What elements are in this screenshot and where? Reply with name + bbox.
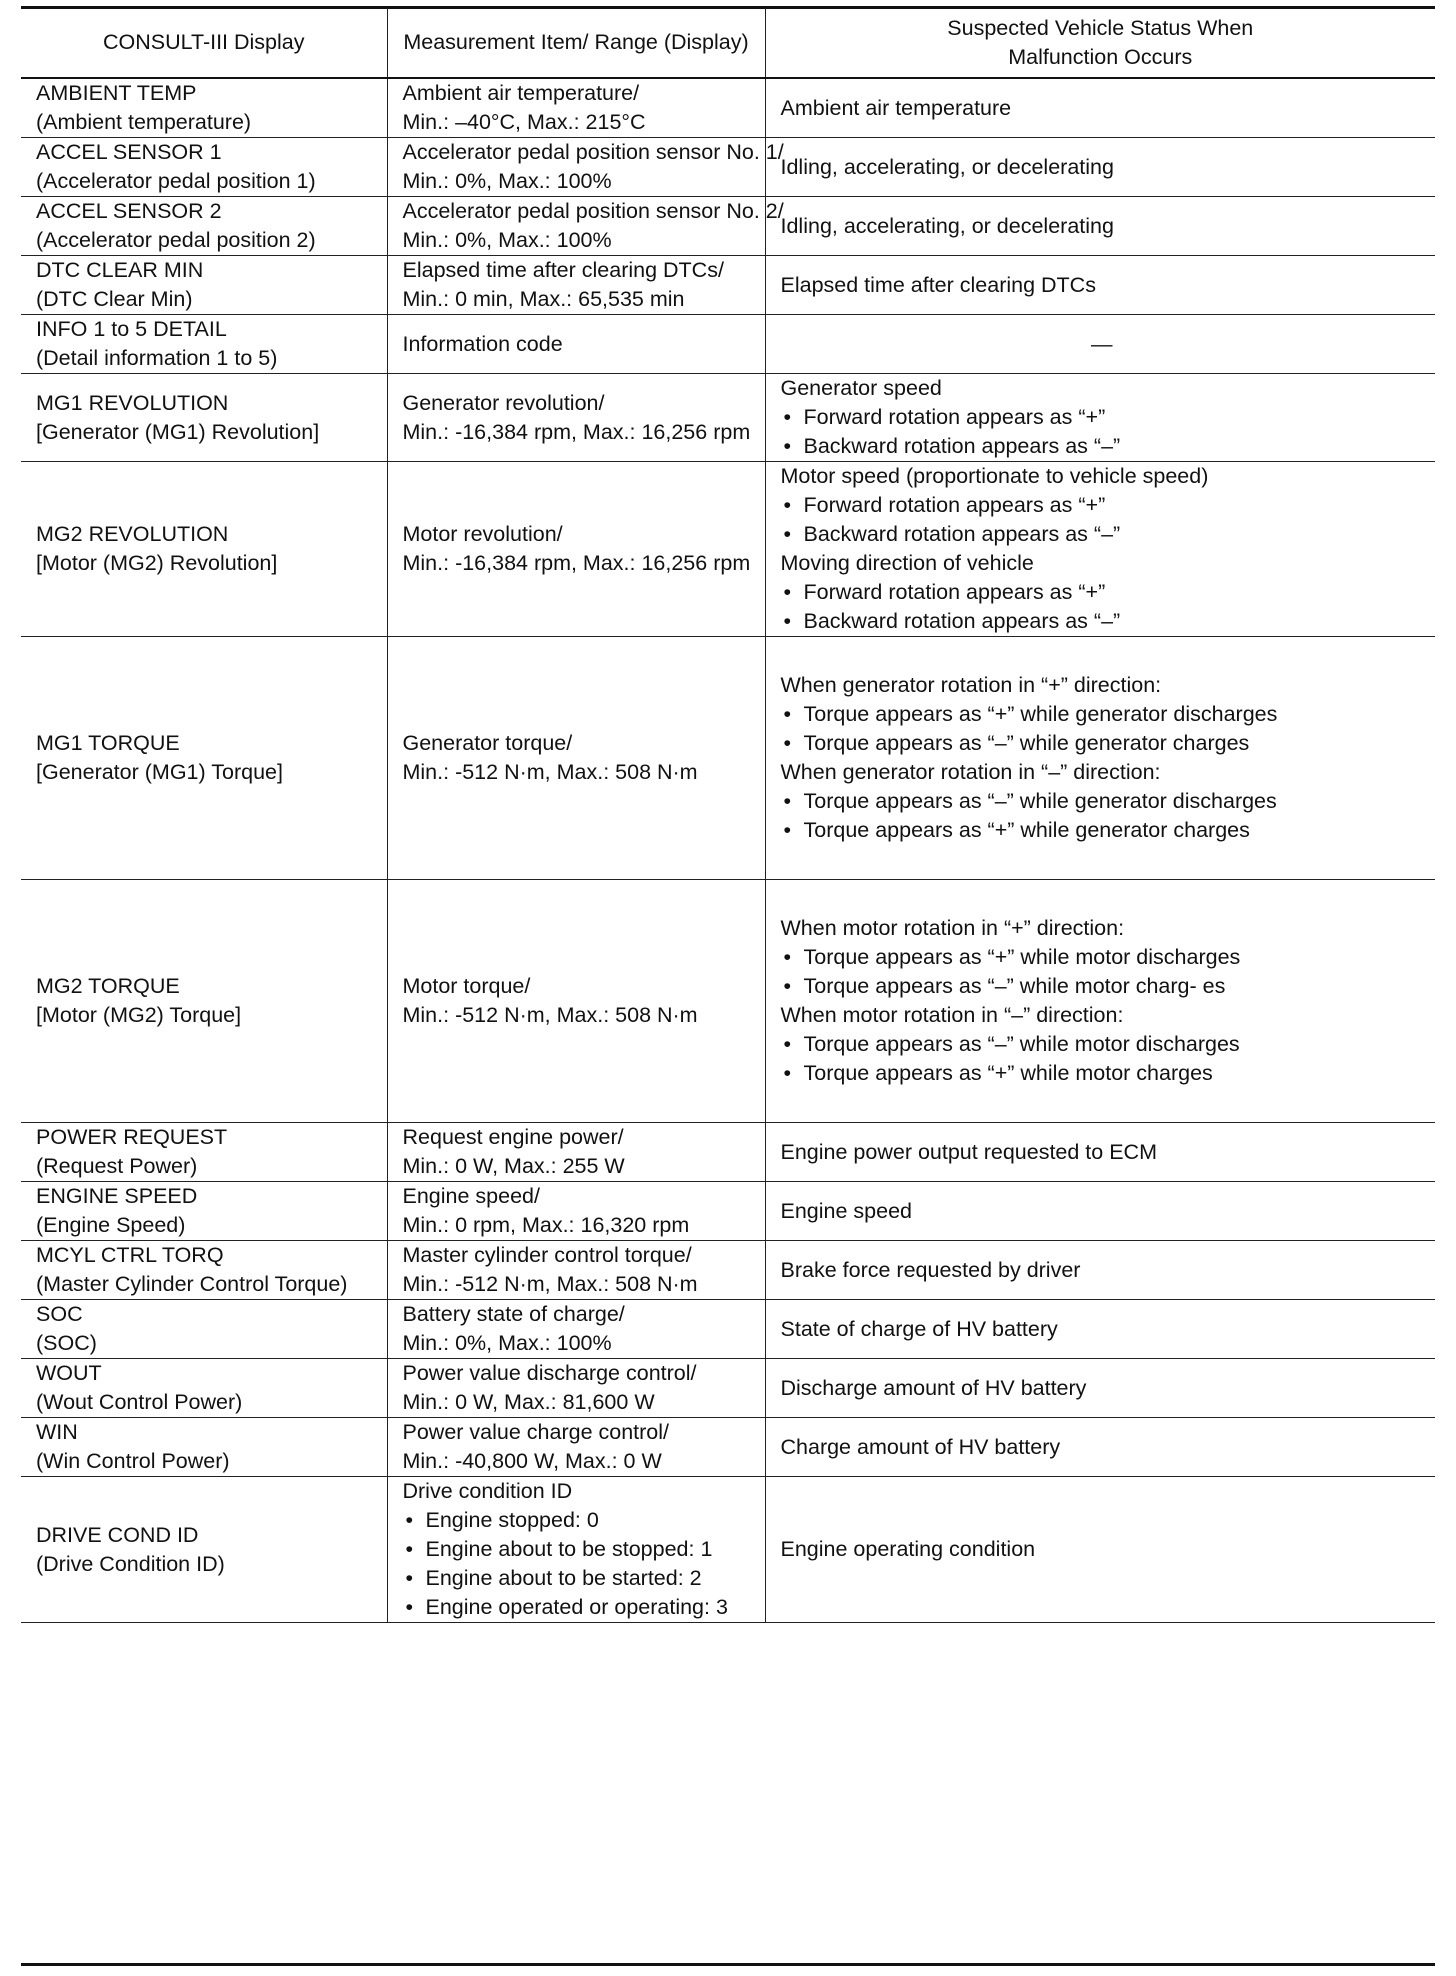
status-text: Discharge amount of HV battery	[780, 1375, 1087, 1400]
cell-consult-display	[21, 1359, 387, 1418]
status-bullet: • Torque appears as “–” while generator discharges	[781, 787, 1424, 816]
cell-measurement	[387, 374, 765, 462]
measurement-text: Min.: –40°C, Max.: 215°C	[402, 110, 646, 134]
table-header-row	[21, 8, 1435, 78]
measurement-bullet: • Engine about to be stopped: 1	[403, 1535, 753, 1564]
display-text: INFO 1 to 5 DETAIL	[36, 317, 227, 341]
table-row	[21, 1477, 1435, 1623]
cell-measurement	[387, 256, 765, 315]
cell-consult-display	[21, 315, 387, 374]
header-consult-display: CONSULT-III Display	[21, 8, 387, 78]
display-text: POWER REQUEST	[36, 1125, 228, 1149]
display-text: (Master Cylinder Control Torque)	[36, 1272, 348, 1296]
cell-suspected-status	[765, 1300, 1435, 1359]
measurement-bullet: • Engine operated or operating: 3	[403, 1593, 753, 1622]
status-bullet-list	[781, 943, 1424, 1001]
status-bullet-list	[781, 578, 1424, 636]
status-heading: Moving direction of vehicle	[780, 551, 1034, 575]
table-row	[21, 1241, 1435, 1300]
status-bullet-list	[781, 491, 1424, 549]
display-text: (Request Power)	[36, 1154, 198, 1178]
display-text: ENGINE SPEED	[36, 1184, 198, 1208]
status-bullet: • Forward rotation appears as “+”	[781, 403, 1424, 432]
cell-measurement	[387, 138, 784, 197]
cell-suspected-status	[765, 1418, 1435, 1477]
status-heading: Generator speed	[780, 376, 942, 400]
cell-measurement	[387, 1418, 765, 1477]
status-bullet: • Forward rotation appears as “+”	[781, 491, 1424, 520]
cell-suspected-status	[765, 1182, 1435, 1241]
display-text: MG2 TORQUE	[36, 974, 180, 998]
status-text: Charge amount of HV battery	[780, 1434, 1061, 1459]
status-text: Engine speed	[780, 1198, 912, 1223]
cell-measurement	[387, 78, 765, 138]
measurement-text: Accelerator pedal position sensor No. 1/	[402, 140, 784, 164]
status-heading: When generator rotation in “–” direction:	[780, 760, 1161, 784]
measurement-bullet-list	[403, 1506, 753, 1622]
measurement-text: Min.: -16,384 rpm, Max.: 16,256 rpm	[402, 419, 751, 444]
cell-measurement	[387, 637, 765, 880]
status-bullet: • Torque appears as “+” while motor discharges	[781, 943, 1424, 972]
table-row	[21, 1359, 1435, 1418]
display-text: (Win Control Power)	[36, 1449, 230, 1473]
cell-measurement	[387, 462, 765, 637]
status-text: State of charge of HV battery	[780, 1316, 1058, 1341]
display-text: ACCEL SENSOR 2	[36, 199, 222, 223]
cell-measurement	[387, 1477, 765, 1623]
cell-suspected-status	[765, 462, 1435, 637]
measurement-text: Min.: 0 W, Max.: 255 W	[402, 1154, 625, 1178]
cell-consult-display	[21, 637, 387, 880]
status-bullet: • Torque appears as “–” while motor discharges	[781, 1030, 1424, 1059]
display-text: (Accelerator pedal position 2)	[36, 228, 316, 252]
cell-measurement	[387, 1123, 765, 1182]
display-text: MG1 REVOLUTION	[36, 390, 229, 415]
display-text: AMBIENT TEMP	[36, 81, 197, 105]
measurement-text: Motor revolution/	[402, 522, 563, 546]
status-bullet: • Torque appears as “+” while motor charges	[781, 1059, 1424, 1088]
measurement-text: Power value discharge control/	[402, 1361, 697, 1385]
status-bullet: • Backward rotation appears as “–”	[781, 520, 1424, 549]
cell-measurement	[387, 315, 765, 374]
status-text: Idling, accelerating, or decelerating	[780, 213, 1114, 238]
status-bullet-list	[781, 700, 1424, 758]
measurement-text: Engine speed/	[402, 1184, 540, 1208]
display-text: (Wout Control Power)	[36, 1390, 243, 1414]
status-text: Engine power output requested to ECM	[780, 1139, 1157, 1164]
cell-consult-display	[21, 1477, 387, 1623]
cell-suspected-status	[765, 138, 1435, 197]
table-row	[21, 1418, 1435, 1477]
status-text: Engine operating condition	[780, 1537, 1036, 1561]
display-text: [Generator (MG1) Revolution]	[36, 419, 320, 444]
measurement-text: Power value charge control/	[402, 1420, 670, 1444]
display-text: WIN	[36, 1420, 78, 1444]
cell-consult-display	[21, 78, 387, 138]
table-bottom-rule	[21, 1963, 1435, 1966]
status-none-dash: —	[1091, 331, 1113, 356]
cell-measurement	[387, 197, 784, 256]
measurement-text: Min.: 0%, Max.: 100%	[402, 1331, 612, 1355]
cell-suspected-status	[765, 78, 1435, 138]
status-bullet: • Torque appears as “–” while motor charg- es	[781, 972, 1424, 1001]
display-text: (Detail information 1 to 5)	[36, 346, 278, 370]
measurement-text: Min.: 0 rpm, Max.: 16,320 rpm	[402, 1213, 690, 1237]
cell-consult-display	[21, 1300, 387, 1359]
display-text: MG2 REVOLUTION	[36, 522, 229, 546]
display-text: WOUT	[36, 1361, 102, 1385]
cell-consult-display	[21, 256, 387, 315]
table-row	[21, 462, 1435, 637]
table-row	[21, 1182, 1435, 1241]
header-suspected-status: Suspected Vehicle Status When Malfunction Occurs	[765, 8, 1435, 78]
status-heading: When motor rotation in “–” direction:	[780, 1003, 1124, 1027]
cell-suspected-status	[765, 315, 1435, 374]
cell-consult-display	[21, 1241, 387, 1300]
display-text: ACCEL SENSOR 1	[36, 140, 222, 164]
status-text: Idling, accelerating, or decelerating	[780, 154, 1114, 179]
display-text: DTC CLEAR MIN	[36, 258, 204, 282]
display-text: DRIVE COND ID	[36, 1522, 199, 1547]
cell-consult-display	[21, 197, 387, 256]
display-text: (Accelerator pedal position 1)	[36, 169, 316, 193]
measurement-text: Drive condition ID	[402, 1479, 573, 1503]
cell-suspected-status	[765, 1477, 1435, 1623]
cell-consult-display	[21, 138, 387, 197]
cell-consult-display	[21, 374, 387, 462]
status-heading: Motor speed (proportionate to vehicle speed)	[780, 464, 1209, 488]
cell-suspected-status	[765, 1241, 1435, 1300]
display-text: (Drive Condition ID)	[36, 1551, 225, 1576]
cell-suspected-status	[765, 637, 1435, 880]
cell-consult-display	[21, 1123, 387, 1182]
status-bullet-list	[781, 403, 1424, 461]
cell-suspected-status	[765, 256, 1435, 315]
measurement-text: Min.: -40,800 W, Max.: 0 W	[402, 1449, 662, 1473]
table-row	[21, 78, 1435, 138]
measurement-text: Min.: -512 N·m, Max.: 508 N·m	[402, 1272, 698, 1296]
status-bullet: • Backward rotation appears as “–”	[781, 607, 1424, 636]
display-text: (Ambient temperature)	[36, 110, 252, 134]
measurement-text: Generator revolution/	[402, 390, 605, 415]
status-bullet: • Forward rotation appears as “+”	[781, 578, 1424, 607]
table-row	[21, 315, 1435, 374]
table-row	[21, 374, 1435, 462]
status-heading: When motor rotation in “+” direction:	[780, 916, 1125, 940]
table-row	[21, 197, 1435, 256]
display-text: (DTC Clear Min)	[36, 287, 193, 311]
status-bullet-list	[781, 787, 1424, 845]
table-row	[21, 637, 1435, 880]
display-text: [Motor (MG2) Revolution]	[36, 551, 278, 575]
table-row	[21, 1300, 1435, 1359]
display-text: [Motor (MG2) Torque]	[36, 1003, 242, 1027]
measurement-text: Min.: 0%, Max.: 100%	[402, 228, 612, 252]
display-text: SOC	[36, 1302, 83, 1326]
cell-measurement	[387, 1359, 765, 1418]
cell-suspected-status	[765, 197, 1435, 256]
cell-measurement	[387, 1241, 765, 1300]
cell-consult-display	[21, 1182, 387, 1241]
table-row	[21, 138, 1435, 197]
cell-suspected-status	[765, 374, 1435, 462]
status-text: Elapsed time after clearing DTCs	[780, 272, 1096, 297]
measurement-text: Ambient air temperature/	[402, 81, 640, 105]
measurement-text: Battery state of charge/	[402, 1302, 625, 1326]
cell-consult-display	[21, 880, 387, 1123]
display-text: (SOC)	[36, 1331, 97, 1355]
measurement-text: Information code	[402, 331, 563, 356]
consult-data-table	[21, 8, 1435, 1623]
measurement-text: Min.: -16,384 rpm, Max.: 16,256 rpm	[402, 551, 751, 575]
status-heading: When generator rotation in “+” direction:	[780, 673, 1162, 697]
measurement-text: Min.: 0 W, Max.: 81,600 W	[402, 1390, 655, 1414]
measurement-text: Motor torque/	[402, 974, 531, 998]
table-row	[21, 256, 1435, 315]
display-text: (Engine Speed)	[36, 1213, 186, 1237]
measurement-bullet: • Engine stopped: 0	[403, 1506, 753, 1535]
measurement-text: Generator torque/	[402, 731, 573, 755]
header-measurement-item: Measurement Item/ Range (Display)	[387, 8, 765, 78]
measurement-text: Min.: -512 N·m, Max.: 508 N·m	[402, 1003, 698, 1027]
status-bullet: • Torque appears as “+” while generator charges	[781, 816, 1424, 845]
table-row	[21, 1123, 1435, 1182]
cell-suspected-status	[765, 880, 1435, 1123]
measurement-text: Accelerator pedal position sensor No. 2/	[402, 199, 784, 223]
measurement-text: Min.: -512 N·m, Max.: 508 N·m	[402, 760, 698, 784]
measurement-text: Request engine power/	[402, 1125, 624, 1149]
cell-suspected-status	[765, 1359, 1435, 1418]
status-bullet: • Backward rotation appears as “–”	[781, 432, 1424, 461]
measurement-text: Min.: 0 min, Max.: 65,535 min	[402, 287, 685, 311]
status-text: Ambient air temperature	[780, 95, 1012, 120]
cell-suspected-status	[765, 1123, 1435, 1182]
measurement-bullet: • Engine about to be started: 2	[403, 1564, 753, 1593]
cell-measurement	[387, 880, 765, 1123]
status-text: Brake force requested by driver	[780, 1257, 1081, 1282]
cell-consult-display	[21, 462, 387, 637]
display-text: [Generator (MG1) Torque]	[36, 760, 283, 784]
display-text: MG1 TORQUE	[36, 731, 180, 755]
table-row	[21, 880, 1435, 1123]
status-bullet: • Torque appears as “–” while generator charges	[781, 729, 1424, 758]
measurement-text: Elapsed time after clearing DTCs/	[402, 258, 724, 282]
measurement-text: Master cylinder control torque/	[402, 1243, 692, 1267]
status-bullet: • Torque appears as “+” while generator discharges	[781, 700, 1424, 729]
cell-measurement	[387, 1182, 765, 1241]
cell-measurement	[387, 1300, 765, 1359]
display-text: MCYL CTRL TORQ	[36, 1243, 224, 1267]
cell-consult-display	[21, 1418, 387, 1477]
measurement-text: Min.: 0%, Max.: 100%	[402, 169, 612, 193]
status-bullet-list	[781, 1030, 1424, 1088]
